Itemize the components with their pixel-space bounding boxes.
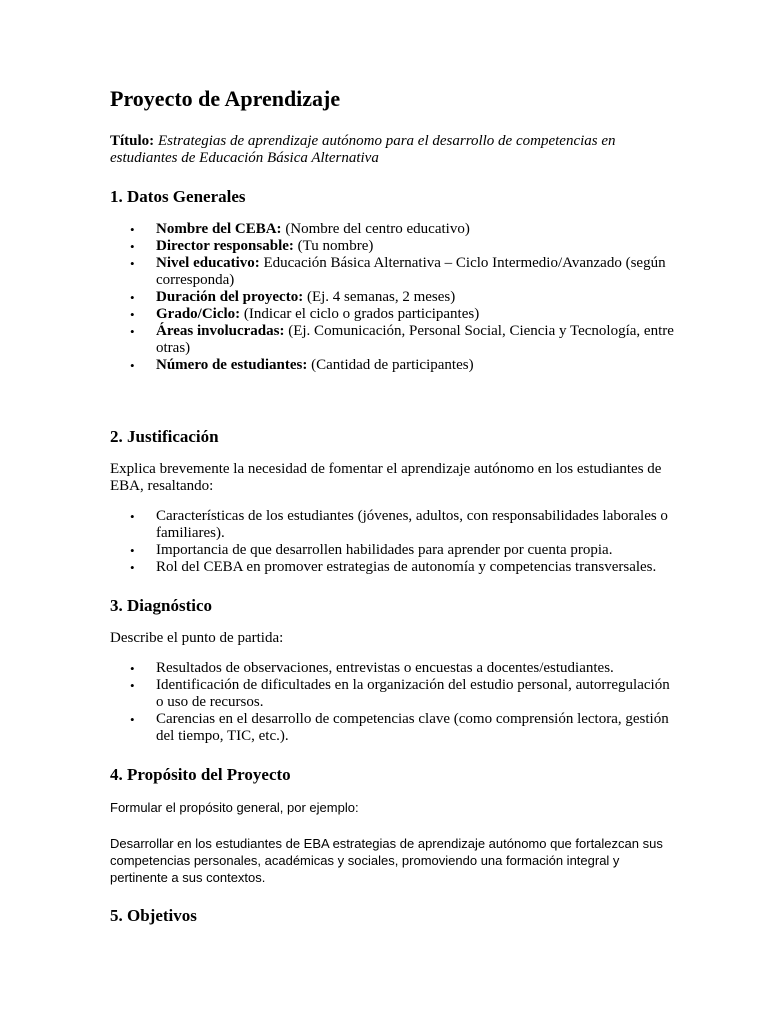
list-item: • Duración del proyecto: (Ej. 4 semanas, 2 meses) (110, 289, 678, 306)
list-item: • Áreas involucradas: (Ej. Comunicación, Personal Social, Ciencia y Tecnología, entre otras) (110, 323, 678, 357)
list-item: • Nivel educativo: Educación Básica Alternativa – Ciclo Intermedio/Avanzado (según corresponda) (110, 255, 678, 289)
list-item: • Identificación de dificultades en la organización del estudio personal, autorregulación o uso de recursos. (110, 677, 678, 711)
proposito-intro: Formular el propósito general, por ejemplo: (110, 800, 359, 815)
document-title: Proyecto de Aprendizaje (110, 86, 341, 111)
project-title-line (110, 133, 678, 167)
list-item: • Resultados de observaciones, entrevistas o encuestas a docentes/estudiantes. (110, 660, 678, 677)
list-item: • Número de estudiantes: (Cantidad de participantes) (110, 357, 678, 374)
list-item: • Importancia de que desarrollen habilidades para aprender por cuenta propia. (110, 542, 678, 559)
project-title-label: Título: (110, 133, 155, 149)
project-title-value: Estrategias de aprendizaje autónomo para el desarrollo de competencias en estudiantes de Educación Básica Alternativa (110, 133, 616, 166)
diagnostico-list (110, 660, 678, 745)
section-heading-diagnostico: 3. Diagnóstico (110, 596, 212, 615)
justificacion-intro: Explica brevemente la necesidad de fomentar el aprendizaje autónomo en los estudiantes de EBA, resaltando: (110, 461, 662, 494)
justificacion-list (110, 508, 678, 576)
section-heading-proposito: 4. Propósito del Proyecto (110, 765, 291, 784)
datos-generales-list (110, 221, 678, 374)
proposito-body: Desarrollar en los estudiantes de EBA estrategias de aprendizaje autónomo que fortalezcan sus competencias personales, académicas y sociales, promoviendo una formación integral y pertinente a sus contextos. (110, 836, 663, 885)
list-item: • Director responsable: (Tu nombre) (110, 238, 678, 255)
list-item: • Grado/Ciclo: (Indicar el ciclo o grados participantes) (110, 306, 678, 323)
section-heading-datos-generales: 1. Datos Generales (110, 187, 246, 206)
section-heading-justificacion: 2. Justificación (110, 427, 219, 446)
section-heading-objetivos: 5. Objetivos (110, 906, 197, 925)
list-item: • Rol del CEBA en promover estrategias de autonomía y competencias transversales. (110, 559, 678, 576)
diagnostico-intro: Describe el punto de partida: (110, 630, 284, 646)
list-item: • Características de los estudiantes (jóvenes, adultos, con responsabilidades laborales o familiares). (110, 508, 678, 542)
list-item: • Nombre del CEBA: (Nombre del centro educativo) (110, 221, 678, 238)
list-item: • Carencias en el desarrollo de competencias clave (como comprensión lectora, gestión del tiempo, TIC, etc.). (110, 711, 678, 745)
